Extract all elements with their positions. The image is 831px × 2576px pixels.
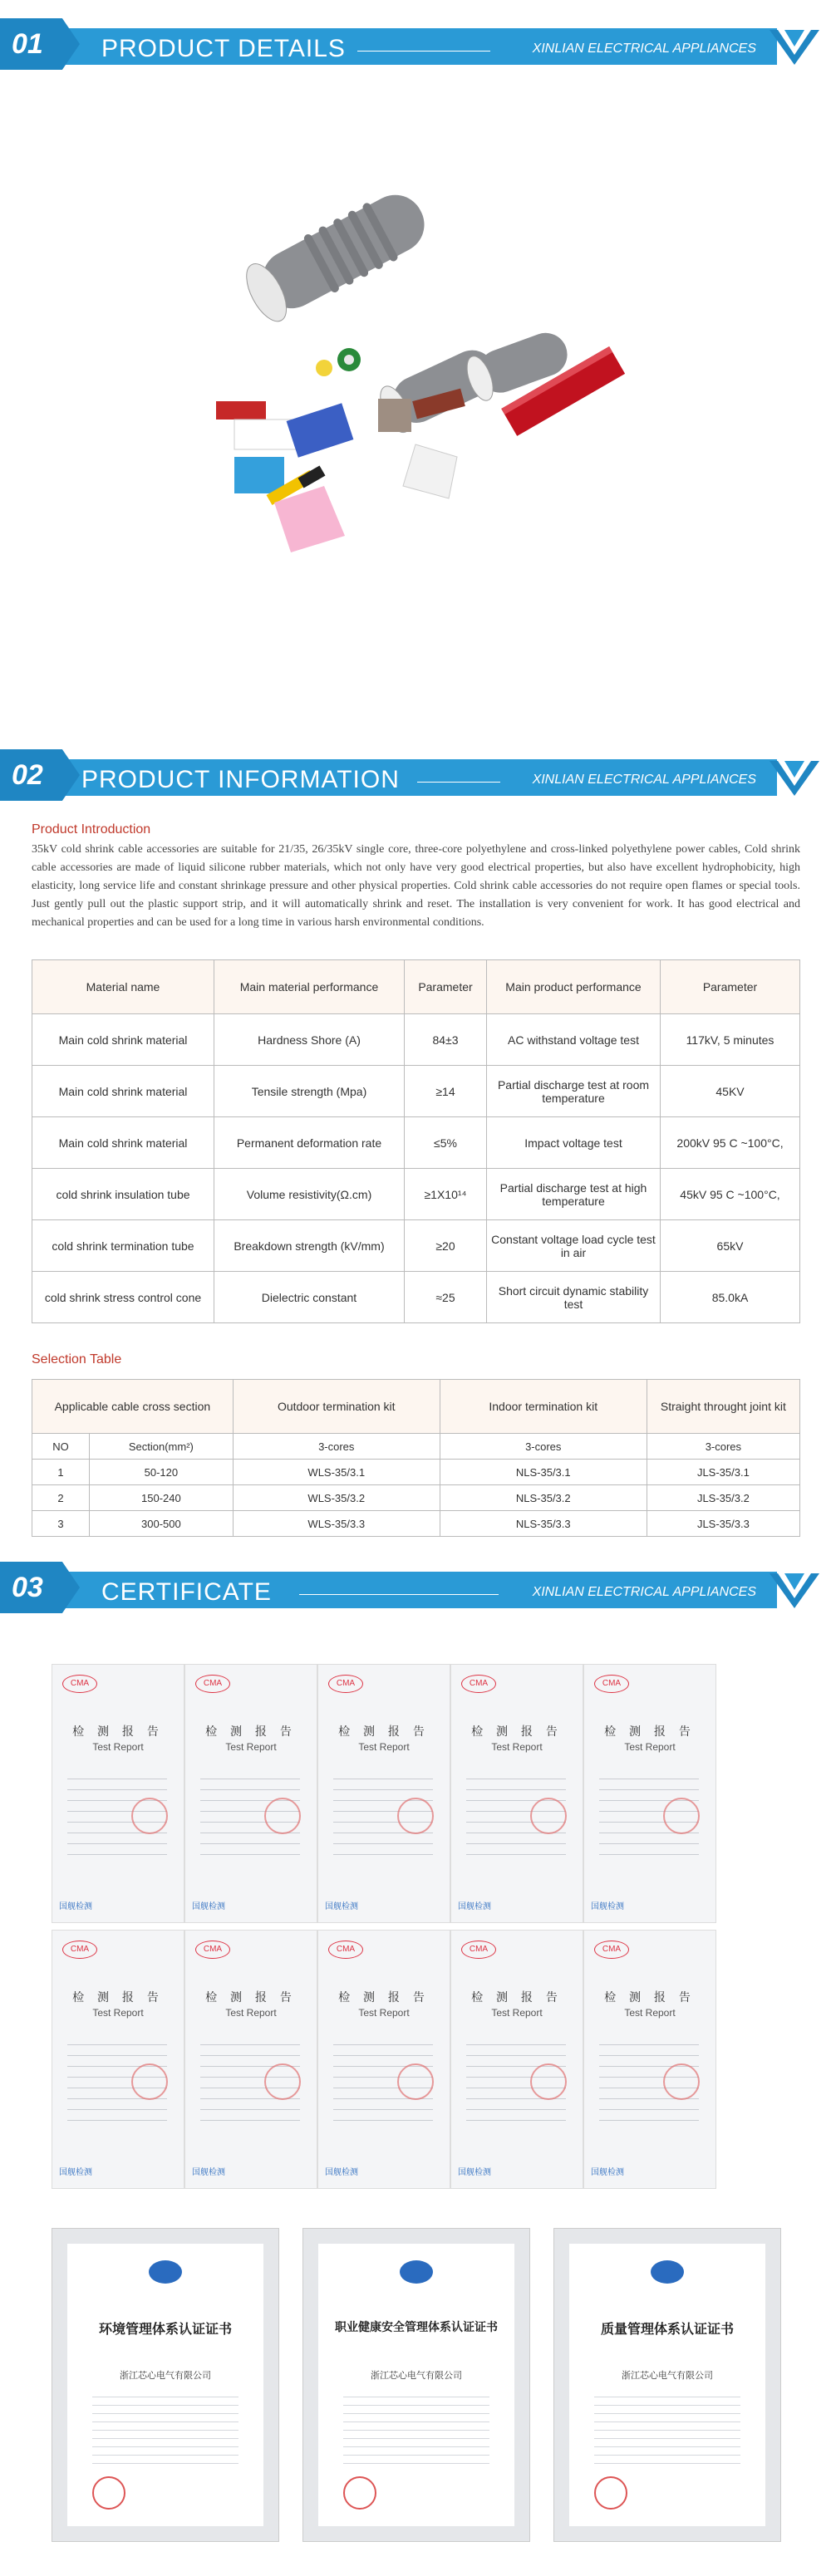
cma-logo-icon: CMA [461,1675,496,1693]
report-footer: 国舰检测 [59,1902,92,1911]
report-footer: 国舰检测 [192,2168,225,2177]
report-title-en: Test Report [491,1741,543,1753]
performance-table [32,959,800,1323]
table-cell: 84±3 [405,1014,487,1066]
test-report-card [450,1664,583,1923]
table-header-row [32,1380,800,1434]
section-number: 01 [12,28,43,60]
table-cell: 45KV [661,1066,800,1117]
product-image [199,170,632,569]
table-cell: 45kV 95 C ~100°C, [661,1169,800,1220]
section-title: PRODUCT DETAILS [101,35,346,62]
table-cell: cold shrink termination tube [32,1220,214,1272]
report-footer: 国舰检测 [59,2168,92,2177]
table-cell: NLS-35/3.3 [440,1511,647,1537]
certificate-title: 职业健康安全管理体系认证证书 [335,2320,498,2333]
test-report-card [583,1664,716,1923]
section-banner-certificate [0,1562,831,1613]
section-banner-details [0,18,831,70]
header-cell: Applicable cable cross section [32,1380,234,1434]
table-cell: Impact voltage test [487,1117,661,1169]
table-cell: 3-cores [233,1434,440,1460]
test-report-card [184,1930,317,2189]
header-cell: Parameter [405,960,487,1014]
test-report-card [317,1930,450,2189]
table-row [32,1117,800,1169]
report-title-cn: 检 测 报 告 [604,1725,696,1738]
report-title-cn: 检 测 报 告 [205,1725,297,1738]
report-footer: 国舰检测 [458,1902,491,1911]
chevron-down-icon [770,756,819,797]
stamp-icon [264,2063,301,2100]
stamp-icon [530,2063,567,2100]
report-title-cn: 检 测 报 告 [604,1990,696,2004]
stamp-icon [663,1798,700,1834]
report-title-en: Test Report [225,2007,277,2019]
header-cell: Outdoor termination kit [233,1380,440,1434]
table-cell: Dielectric constant [214,1272,405,1323]
stamp-icon [397,1798,434,1834]
table-cell: ≥1X10¹⁴ [405,1169,487,1220]
table-cell: NO [32,1434,90,1460]
cma-logo-icon: CMA [594,1675,629,1693]
table-cell: 300-500 [90,1511,234,1537]
header-cell: Indoor termination kit [440,1380,647,1434]
certificate-frame [302,2228,530,2542]
certificate-frame [52,2228,279,2542]
section-title: CERTIFICATE [101,1578,272,1606]
table-row [32,1272,800,1323]
header-cell: Parameter [661,960,800,1014]
table-header-row [32,960,800,1014]
header-cell: Material name [32,960,214,1014]
header-cell: Straight throught joint kit [647,1380,799,1434]
certificate-company: 浙江芯心电气有限公司 [120,2371,211,2381]
seal-icon [343,2476,376,2510]
table-cell: ≥20 [405,1220,487,1272]
cma-logo-icon: CMA [328,1941,363,1959]
table-cell: Tensile strength (Mpa) [214,1066,405,1117]
table-cell: Section(mm²) [90,1434,234,1460]
report-footer: 国舰检测 [325,1902,358,1911]
table-row [32,1014,800,1066]
table-cell: 3-cores [647,1434,799,1460]
table-cell: NLS-35/3.2 [440,1485,647,1511]
seal-icon [92,2476,125,2510]
header-cell: Main material performance [214,960,405,1014]
table-cell: Partial discharge test at high temperature [487,1169,661,1220]
report-title-cn: 检 测 报 告 [205,1990,297,2004]
report-title-cn: 检 测 报 告 [72,1725,164,1738]
selection-table [32,1379,800,1537]
table-cell: Hardness Shore (A) [214,1014,405,1066]
table-cell: Permanent deformation rate [214,1117,405,1169]
section-number: 02 [12,759,43,791]
table-row [32,1066,800,1117]
table-cell: 200kV 95 C ~100°C, [661,1117,800,1169]
stamp-icon [131,2063,168,2100]
report-title-cn: 检 测 报 告 [338,1990,430,2004]
cma-logo-icon: CMA [62,1675,97,1693]
table-cell: 2 [32,1485,90,1511]
stamp-icon [663,2063,700,2100]
table-cell: Short circuit dynamic stability test [487,1272,661,1323]
report-title-en: Test Report [624,1741,676,1753]
report-title-en: Test Report [624,2007,676,2019]
table-cell: NLS-35/3.1 [440,1460,647,1485]
table-cell: 1 [32,1460,90,1485]
table-cell: Partial discharge test at room temperature [487,1066,661,1117]
header-cell: Main product performance [487,960,661,1014]
section-title: PRODUCT INFORMATION [81,766,400,793]
report-title-en: Test Report [358,1741,410,1753]
stamp-icon [131,1798,168,1834]
table-cell: Volume resistivity(Ω.cm) [214,1169,405,1220]
certificate-company: 浙江芯心电气有限公司 [622,2371,713,2381]
table-cell: 50-120 [90,1460,234,1485]
report-footer: 国舰检测 [458,2168,491,2177]
table-cell: Main cold shrink material [32,1014,214,1066]
selection-heading: Selection Table [32,1352,122,1367]
section-number: 03 [12,1572,43,1603]
report-footer: 国舰检测 [192,1902,225,1911]
cma-logo-icon: CMA [195,1941,230,1959]
table-cell: 3 [32,1511,90,1537]
test-report-card [52,1664,184,1923]
test-report-card [52,1930,184,2189]
table-row [32,1460,800,1485]
table-cell: ≈25 [405,1272,487,1323]
table-cell: JLS-35/3.3 [647,1511,799,1537]
stamp-icon [264,1798,301,1834]
table-row [32,1485,800,1511]
chevron-down-icon [770,25,819,66]
table-cell: cold shrink insulation tube [32,1169,214,1220]
cma-logo-icon: CMA [461,1941,496,1959]
table-cell: JLS-35/3.2 [647,1485,799,1511]
section-brand: XINLIAN ELECTRICAL APPLIANCES [532,42,756,56]
section-brand: XINLIAN ELECTRICAL APPLIANCES [532,773,756,787]
report-title-en: Test Report [491,2007,543,2019]
table-row [32,1220,800,1272]
report-title-cn: 检 测 报 告 [72,1990,164,2004]
chevron-down-icon [770,1568,819,1610]
table-cell: 65kV [661,1220,800,1272]
test-report-card [317,1664,450,1923]
report-title-en: Test Report [358,2007,410,2019]
table-cell: WLS-35/3.3 [233,1511,440,1537]
report-footer: 国舰检测 [591,1902,624,1911]
cma-logo-icon: CMA [594,1941,629,1959]
table-cell: WLS-35/3.2 [233,1485,440,1511]
cma-logo-icon: CMA [328,1675,363,1693]
globe-icon [651,2260,684,2284]
table-cell: Main cold shrink material [32,1117,214,1169]
report-footer: 国舰检测 [325,2168,358,2177]
report-title-cn: 检 测 报 告 [471,1990,563,2004]
table-cell: 3-cores [440,1434,647,1460]
section-brand: XINLIAN ELECTRICAL APPLIANCES [532,1585,756,1599]
report-title-en: Test Report [225,1741,277,1753]
table-cell: ≤5% [405,1117,487,1169]
table-row [32,1511,800,1537]
globe-icon [400,2260,433,2284]
stamp-icon [530,1798,567,1834]
intro-heading: Product Introduction [32,822,151,837]
report-title-cn: 检 测 报 告 [338,1725,430,1738]
test-report-card [583,1930,716,2189]
table-row [32,1169,800,1220]
cma-logo-icon: CMA [195,1675,230,1693]
table-cell: WLS-35/3.1 [233,1460,440,1485]
section-banner-information [0,749,831,801]
table-cell: JLS-35/3.1 [647,1460,799,1485]
table-cell: ≥14 [405,1066,487,1117]
table-cell: Breakdown strength (kV/mm) [214,1220,405,1272]
table-cell: 117kV, 5 minutes [661,1014,800,1066]
certificate-frame [553,2228,781,2542]
table-cell: 150-240 [90,1485,234,1511]
certificate-title: 质量管理体系认证证书 [600,2323,734,2337]
globe-icon [149,2260,182,2284]
seal-icon [594,2476,627,2510]
table-cell: AC withstand voltage test [487,1014,661,1066]
certificate-company: 浙江芯心电气有限公司 [371,2371,462,2381]
test-report-card [184,1664,317,1923]
table-row [32,1434,800,1460]
table-cell: 85.0kA [661,1272,800,1323]
table-cell: cold shrink stress control cone [32,1272,214,1323]
certificate-title: 环境管理体系认证证书 [98,2323,232,2337]
report-title-en: Test Report [92,1741,144,1753]
intro-text: 35kV cold shrink cable accessories are suitable for 21/35, 26/35kV single core, three-core polyethylene and cross-linked polyethylene power cables, Cold shrink cable accessories are made of liquid silicone rubber materials, which not only have very good electrical properties, but also have excellent hydrophobicity, high elasticity, long service life and constant shrinkage pressure and other physical properties. Cold shrink cable accessories do not require open flames or special tools. Just gently pull out the plastic support strip, and it will automatically shrink and reset. The installation is very convenient for work. It has good electrical and mechanical properties and can be used for a long time in various harsh environmental conditions. [32,843,800,929]
report-title-cn: 检 测 报 告 [471,1725,563,1738]
cma-logo-icon: CMA [62,1941,97,1959]
table-cell: Constant voltage load cycle test in air [487,1220,661,1272]
test-report-card [450,1930,583,2189]
report-title-en: Test Report [92,2007,144,2019]
report-footer: 国舰检测 [591,2168,624,2177]
stamp-icon [397,2063,434,2100]
table-cell: Main cold shrink material [32,1066,214,1117]
